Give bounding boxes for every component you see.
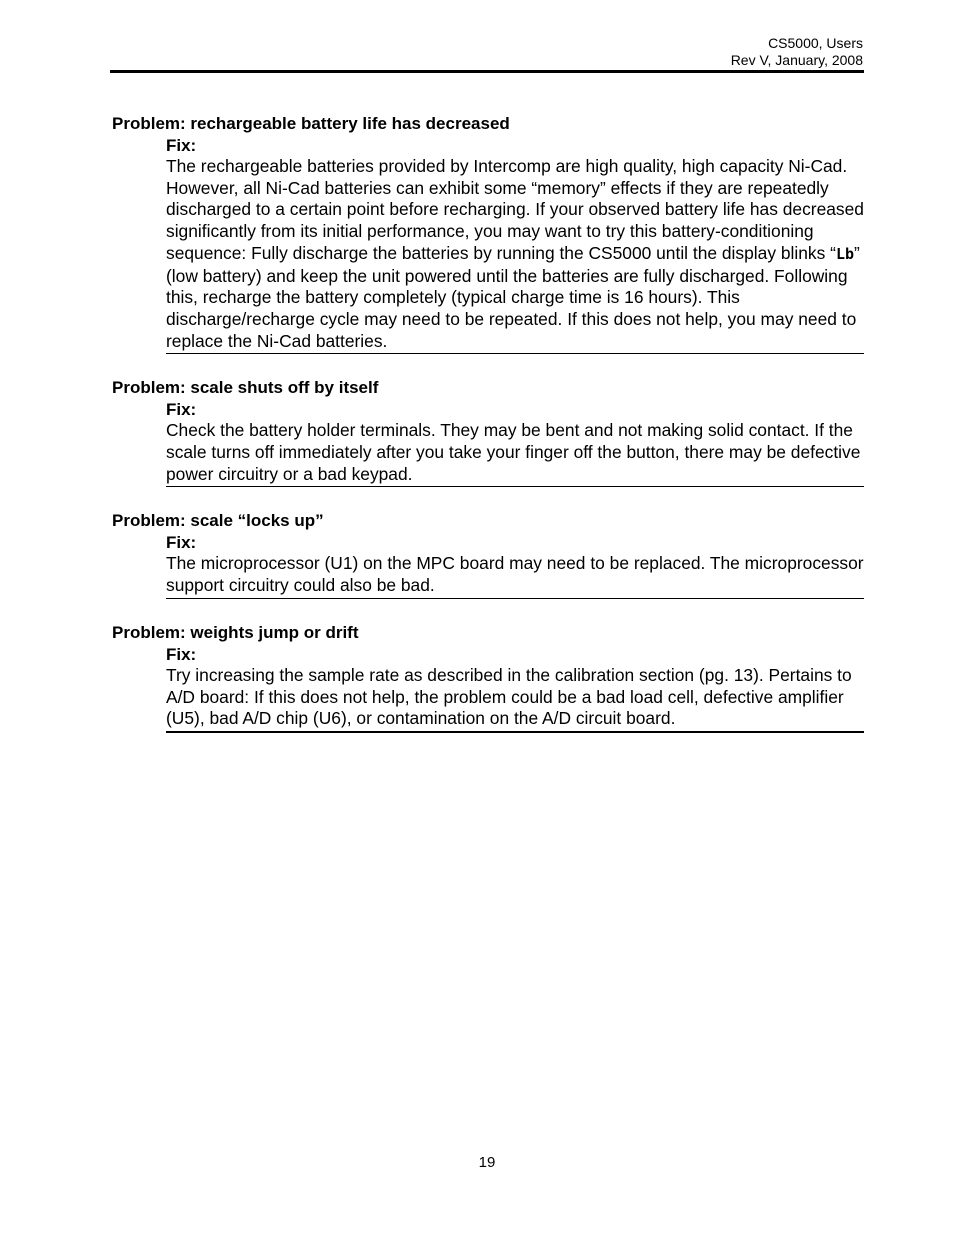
header-revision: Rev V, January, 2008	[730, 52, 863, 68]
fix-label: Fix:	[166, 533, 197, 553]
problem-title: Problem: rechargeable battery life has decreased	[112, 114, 510, 133]
fix-text: The microprocessor (U1) on the MPC board may need to be replaced. The microprocessor support circuitry could also be bad.	[166, 553, 864, 596]
fix-block	[166, 399, 864, 487]
header-document-title: CS5000, Users	[768, 35, 863, 51]
fix-block	[166, 532, 864, 598]
fix-text-part: ” (low battery) and keep the unit powered until the batteries are fully discharged. Following this, recharge the battery completely (typical charge time is 16 hours). This discharge/recharge cycle may need to be repeated. If this does not help, you may need to replace the Ni-Cad batteries.	[166, 242, 860, 351]
fix-text: Try increasing the sample rate as described in the calibration section (pg. 13). Pertains to A/D board: If this does not help, the problem could be a bad load cell, defective amplifier (U5), bad A/D chip (U6), or contamination on the A/D circuit board.	[166, 664, 852, 729]
fix-block	[166, 135, 864, 354]
problem-scale-locks-up	[112, 510, 864, 598]
page-number: 19	[478, 1154, 496, 1171]
problem-battery-life	[112, 113, 864, 354]
troubleshooting-content	[112, 113, 864, 756]
problem-scale-shuts-off	[112, 377, 864, 487]
fix-text-part: The rechargeable batteries provided by Intercomp are high quality, high capacity Ni-Cad. However, all Ni-Cad batteries can exhibit some “memory” effects if they are repeatedly discharged to a certain point before recharging. If your observed battery life has decreased significantly from its initial performance, you may want to try this battery-conditioning sequence: Fully discharge the batteries by running the CS5000 until the display blinks “	[166, 156, 864, 263]
problem-title: Problem: scale shuts off by itself	[112, 378, 379, 398]
header-rule	[110, 70, 864, 73]
problem-title: Problem: scale “locks up”	[112, 511, 324, 531]
fix-block	[166, 644, 864, 733]
problem-weights-jump	[112, 622, 864, 733]
fix-label: Fix:	[166, 400, 197, 420]
low-battery-display-code: Lb	[835, 244, 854, 263]
fix-text	[166, 156, 864, 352]
fix-label: Fix:	[166, 644, 197, 664]
fix-text: Check the battery holder terminals. They may be bent and not making solid contact. If the scale turns off immediately after you take your finger off the button, there may be defective power circuitry or a bad keypad.	[166, 420, 861, 484]
page-header	[731, 35, 863, 69]
fix-label: Fix:	[166, 136, 197, 155]
problem-title: Problem: weights jump or drift	[112, 622, 359, 642]
